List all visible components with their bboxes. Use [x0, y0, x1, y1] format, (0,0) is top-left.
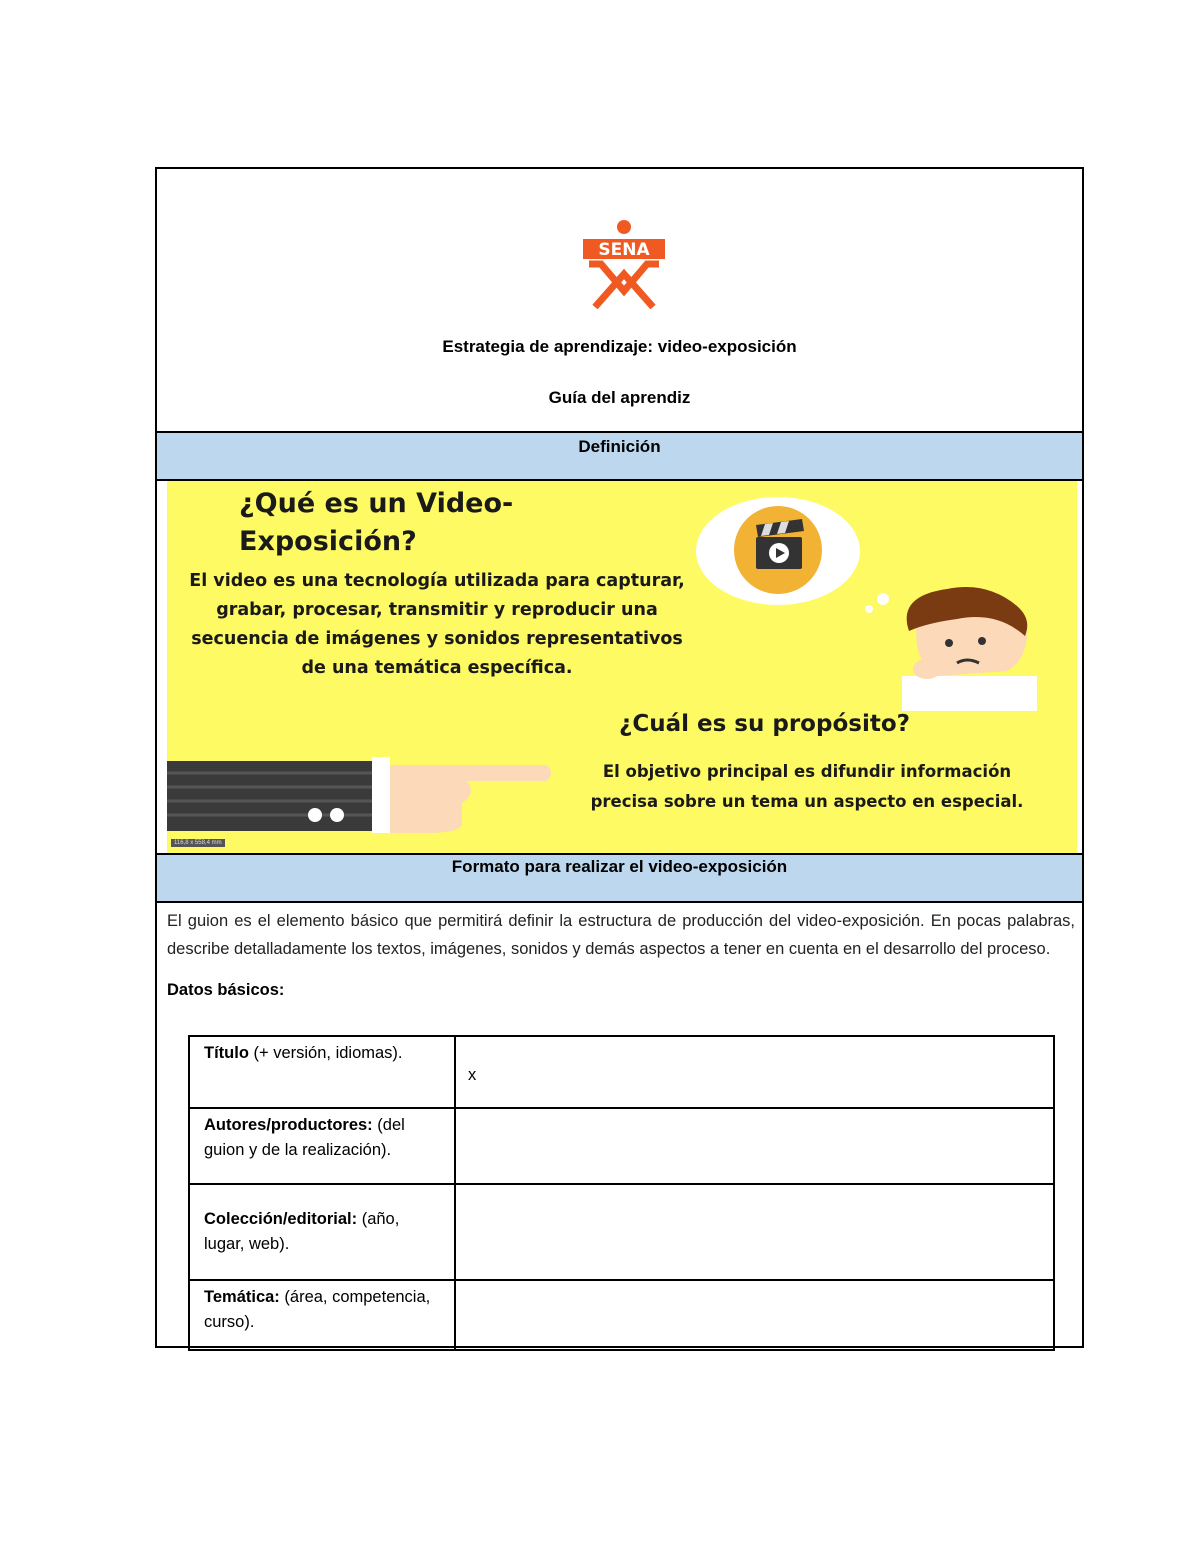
table-label-cell: [189, 1108, 455, 1184]
label-bold: Título: [204, 1044, 249, 1062]
format-header: Formato para realizar el video-exposición: [157, 853, 1082, 903]
table-label-cell: [189, 1036, 455, 1108]
banner-answer-1: El video es una tecnología utilizada para capturar, grabar, procesar, transmitir y reproducir una secuencia de imágenes y sonidos representativos de una temática específica.: [189, 571, 685, 678]
cell-value: x: [468, 1066, 477, 1084]
scale-tag: 116,8 x 558,4 mm: [171, 839, 225, 847]
table-row: [189, 1036, 1054, 1108]
page-title: Estrategia de aprendizaje: video-exposición: [442, 337, 797, 356]
table-label-cell: [189, 1184, 455, 1280]
banner-question-2: ¿Cuál es su propósito?: [619, 711, 910, 737]
label-rest: (+ versión, idiomas).: [248, 1044, 403, 1062]
label-bold: Temática:: [204, 1288, 280, 1306]
body-cell: [167, 907, 1075, 1000]
header-cell: [157, 169, 1082, 433]
document-frame: [155, 167, 1084, 1348]
pointing-hand-icon: [167, 743, 557, 833]
basic-data-table: [188, 1035, 1055, 1351]
thought-bubble-icon: [693, 495, 863, 615]
logo-text: SENA: [598, 240, 650, 260]
titulo-value-field[interactable]: [455, 1036, 1054, 1108]
table-row: [189, 1184, 1054, 1280]
table-row: [189, 1280, 1054, 1350]
coleccion-value-field[interactable]: [455, 1184, 1054, 1280]
definition-banner: [167, 481, 1077, 853]
label-rest: (año, lugar, web).: [204, 1210, 400, 1253]
label-bold: Autores/productores:: [204, 1116, 373, 1134]
banner-question-1: ¿Qué es un Video-Exposición?: [239, 488, 514, 557]
label-rest: (área, competencia, curso).: [204, 1288, 431, 1331]
sena-logo: [581, 219, 667, 309]
tematica-value-field[interactable]: [455, 1280, 1054, 1350]
intro-paragraph: El guion es el elemento básico que permitirá definir la estructura de producción del video-exposición. En pocas palabras, describe detalladamente los textos, imágenes, sonidos y demás aspectos a tener en cuenta en el desarrollo del proceso.: [167, 912, 1075, 958]
thinking-man-icon: [887, 581, 1037, 711]
page-subtitle: Guía del aprendiz: [548, 388, 691, 407]
definition-header: Definición: [157, 433, 1082, 481]
label-rest: (del guion y de la realización).: [204, 1116, 405, 1159]
table-row: [189, 1108, 1054, 1184]
datos-basicos-label: Datos básicos:: [167, 981, 285, 999]
autores-value-field[interactable]: [455, 1108, 1054, 1184]
label-bold: Colección/editorial:: [204, 1210, 358, 1228]
banner-answer-2: El objetivo principal es difundir información precisa sobre un tema un aspecto en especial.: [590, 762, 1024, 811]
table-label-cell: [189, 1280, 455, 1350]
